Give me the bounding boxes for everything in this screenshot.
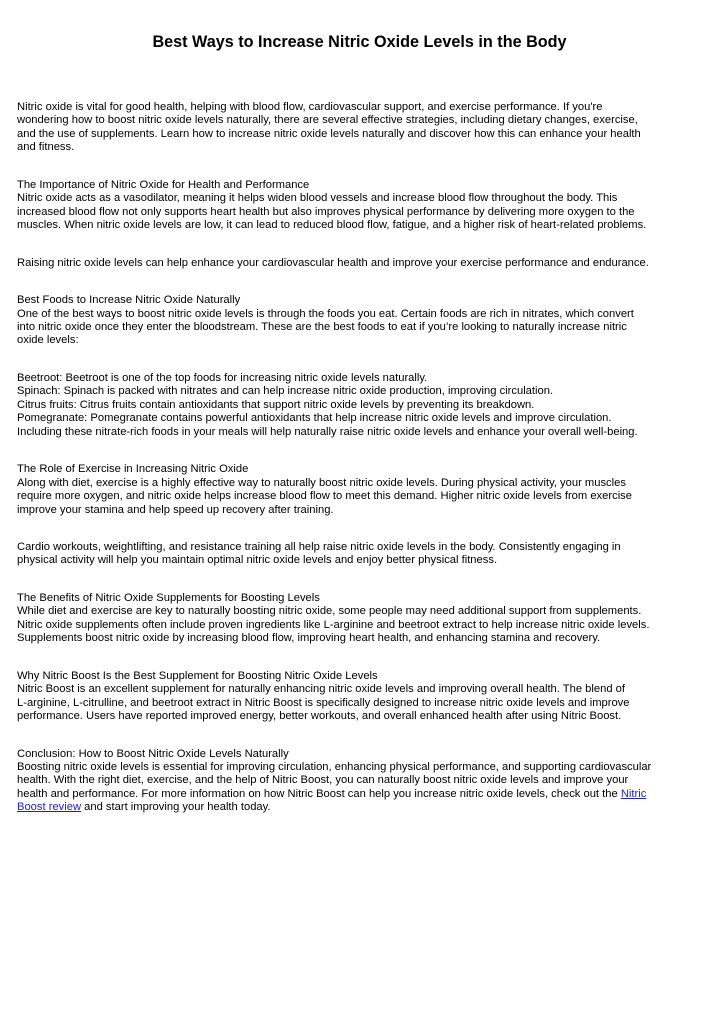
- cardio-paragraph: [17, 541, 709, 568]
- section-line: Boosting nitric oxide levels is essential for improving circulation, enhancing physical performance, and supporting cardiovascular: [17, 760, 652, 773]
- section-line: Cardio workouts, weightlifting, and resistance training all help raise nitric oxide levels in the body. Consistently engaging in: [17, 540, 621, 553]
- foods-section: [17, 294, 709, 348]
- section-line: health. With the right diet, exercise, and the help of Nitric Boost, you can naturally boost nitric oxide levels and improve your: [17, 774, 629, 787]
- intro-line: Nitric oxide is vital for good health, helping with blood flow, cardiovascular support, and exercise performance. If you're: [17, 101, 603, 113]
- list-item: Spinach: Spinach is packed with nitrates and can help increase nitric oxide production, improving circulation.: [17, 385, 554, 398]
- section-line: Along with diet, exercise is a highly effective way to naturally boost nitric oxide levels. During physical activity, your muscles: [17, 476, 626, 489]
- section-line: [17, 801, 709, 814]
- section-line: Nitric oxide acts as a vasodilator, meaning it helps widen blood vessels and increase blood flow throughout the body. This: [17, 192, 618, 205]
- section-line: Nitric oxide supplements often include proven ingredients like L-arginine and beetroot extract to help increase nitric oxide levels.: [17, 618, 650, 631]
- section-line: into nitric oxide once they enter the bloodstream. These are the best foods to eat if you’re looking to naturally increase nitric: [17, 320, 627, 333]
- nitric-boost-review-link-continued[interactable]: Boost review: [17, 801, 82, 814]
- conclusion-text: health and performance. For more information on how Nitric Boost can help you increase nitric oxide levels, check out the: [17, 787, 621, 800]
- section-line: oxide levels:: [17, 334, 79, 347]
- section-line: Nitric Boost is an excellent supplement for naturally enhancing nitric oxide levels and improving overall health. The blend of: [17, 683, 625, 696]
- section-line: physical activity will help you maintain optimal nitric oxide levels and enjoy better physical fitness.: [17, 554, 498, 567]
- list-item: Including these nitrate-rich foods in your meals will help naturally raise nitric oxide levels and enhance your overall well-being.: [17, 425, 638, 438]
- section-line: While diet and exercise are key to naturally boosting nitric oxide, some people may need additional support from supplements.: [17, 605, 642, 618]
- section-heading: The Role of Exercise in Increasing Nitric Oxide: [17, 463, 249, 476]
- exercise-section: [17, 463, 709, 517]
- list-item: Beetroot: Beetroot is one of the top foods for increasing nitric oxide levels naturally.: [17, 371, 428, 384]
- section-line: muscles. When nitric oxide levels are low, it can lead to reduced blood flow, fatigue, and a higher risk of heart-related problems.: [17, 219, 647, 232]
- section-heading: The Benefits of Nitric Oxide Supplements for Boosting Levels: [17, 591, 320, 604]
- section-line: performance. Users have reported improved energy, better workouts, and overall enhanced health after using Nitric Boost.: [17, 710, 622, 723]
- section-line: require more oxygen, and nitric oxide helps increase blood flow to meet this demand. Higher nitric oxide levels from exercise: [17, 490, 632, 503]
- section-line: increased blood flow not only supports heart health but also improves physical performance by delivering more oxygen to the: [17, 205, 635, 218]
- conclusion-tail: and start improving your health today.: [81, 801, 271, 814]
- nitric-boost-section: [17, 670, 709, 724]
- intro-line: and the use of supplements. Learn how to increase nitric oxide levels naturally and discover how this can enhance your health: [17, 127, 641, 140]
- intro-line: and fitness.: [17, 141, 75, 154]
- importance-section: [17, 179, 709, 233]
- document-title: Best Ways to Increase Nitric Oxide Levels in the Body: [152, 33, 567, 51]
- section-line: L-arginine, L-citrulline, and beetroot extract in Nitric Boost is specifically designed to increase nitric oxide levels and improve: [17, 696, 630, 709]
- section-heading: Best Foods to Increase Nitric Oxide Naturally: [17, 294, 241, 307]
- intro-paragraph: [17, 101, 709, 155]
- conclusion-section: [17, 748, 709, 815]
- supplements-section: [17, 592, 709, 646]
- food-list: [17, 372, 709, 439]
- list-item: Citrus fruits: Citrus fruits contain antioxidants that support nitric oxide levels by preventing its breakdown.: [17, 398, 535, 411]
- section-line: [17, 788, 709, 801]
- nitric-boost-review-link[interactable]: Nitric: [620, 787, 647, 800]
- section-line: One of the best ways to boost nitric oxide levels is through the foods you eat. Certain foods are rich in nitrates, which convert: [17, 307, 634, 320]
- section-line: Raising nitric oxide levels can help enhance your cardiovascular health and improve your exercise performance and endurance.: [17, 256, 649, 269]
- section-heading: Why Nitric Boost Is the Best Supplement for Boosting Nitric Oxide Levels: [17, 669, 378, 682]
- section-heading: The Importance of Nitric Oxide for Health and Performance: [17, 178, 310, 191]
- document-body: [17, 101, 709, 815]
- list-item: Pomegranate: Pomegranate contains powerful antioxidants that help increase nitric oxide levels and improve circulation.: [17, 412, 612, 425]
- section-line: Supplements boost nitric oxide by increasing blood flow, improving heart health, and enhancing stamina and recovery.: [17, 632, 601, 645]
- raising-paragraph: [17, 257, 709, 270]
- intro-line: wondering how to boost nitric oxide levels naturally, there are several effective strategies, including dietary changes, exercise,: [17, 114, 638, 127]
- section-line: improve your stamina and help speed up recovery after training.: [17, 503, 334, 516]
- section-heading: Conclusion: How to Boost Nitric Oxide Levels Naturally: [17, 747, 289, 760]
